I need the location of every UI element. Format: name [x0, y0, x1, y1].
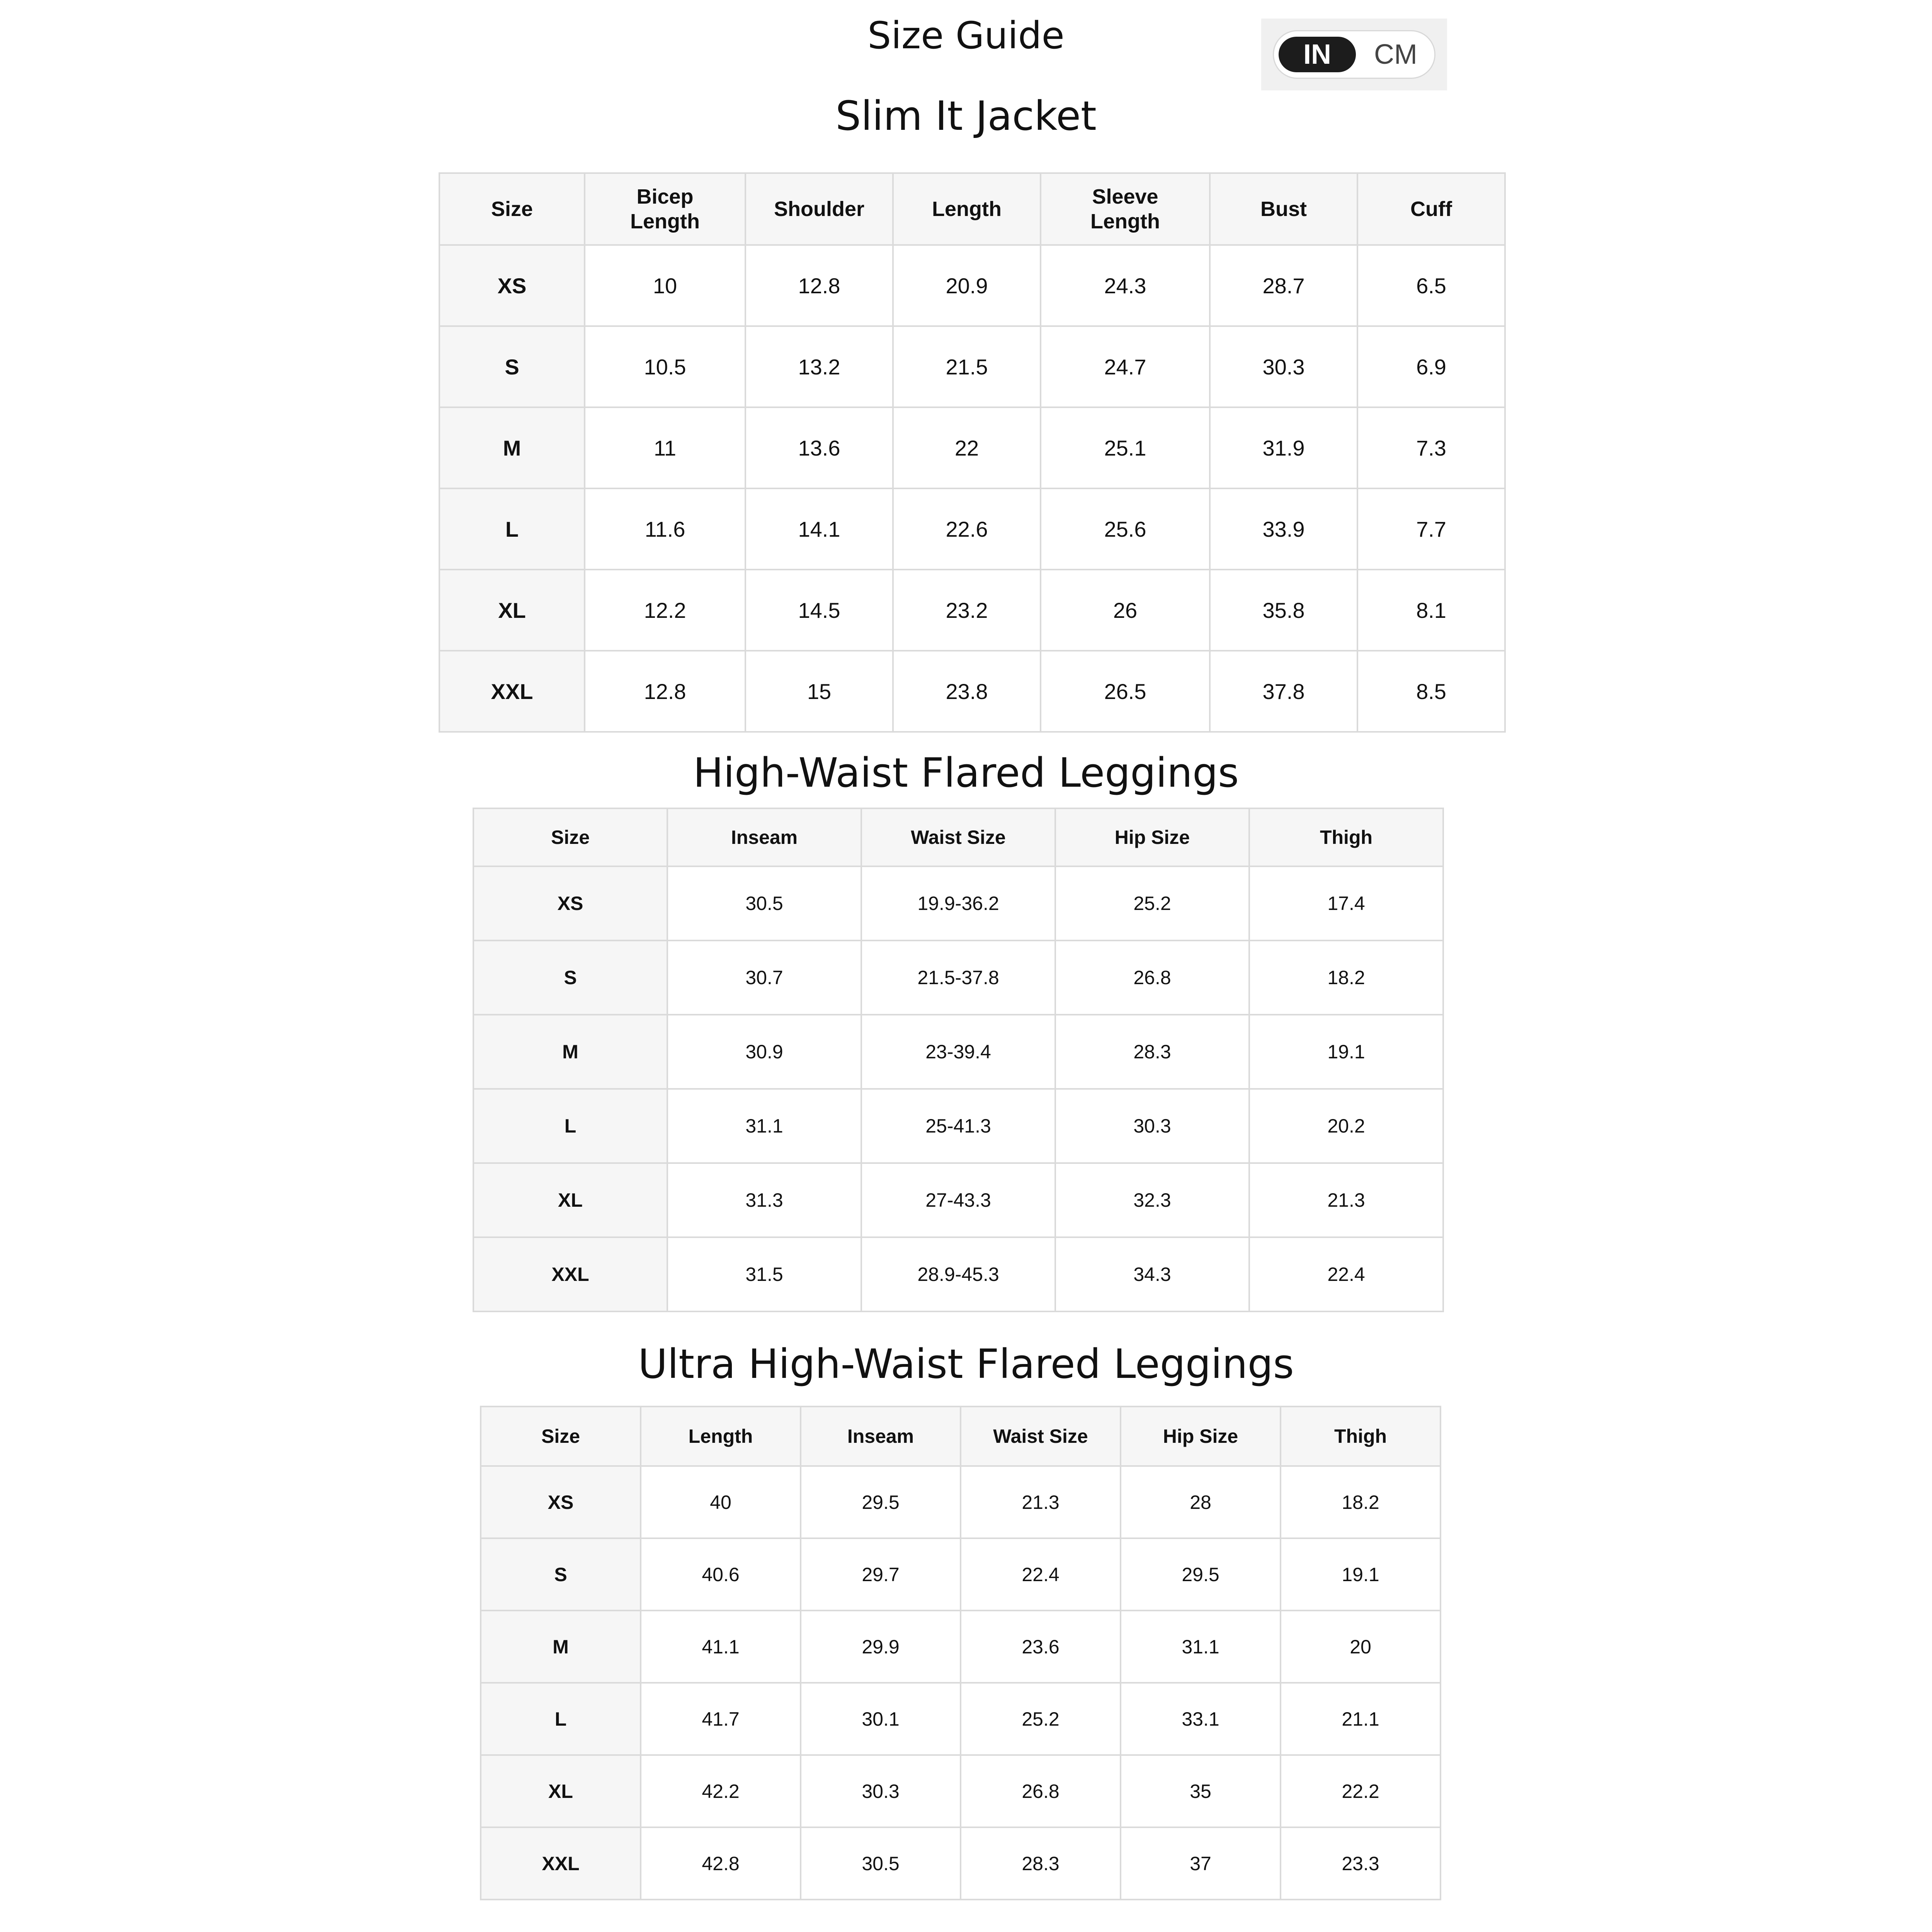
measurement-cell: 21.3	[1249, 1163, 1443, 1237]
measurement-cell: 20.2	[1249, 1089, 1443, 1163]
column-header: Hip Size	[1121, 1406, 1281, 1466]
measurement-cell: 6.9	[1357, 326, 1505, 407]
table-row	[473, 866, 1443, 940]
table-row	[481, 1611, 1440, 1683]
table-row	[473, 940, 1443, 1015]
column-header: Size	[481, 1406, 641, 1466]
measurement-cell: 23.3	[1281, 1827, 1440, 1900]
size-label-cell: XS	[473, 866, 667, 940]
size-label-cell: XL	[481, 1755, 641, 1827]
table-row	[481, 1538, 1440, 1611]
column-header: Hip Size	[1055, 808, 1249, 866]
column-header: Inseam	[801, 1406, 961, 1466]
measurement-cell: 22	[893, 407, 1041, 488]
size-label-cell: L	[481, 1683, 641, 1755]
unit-toggle	[1273, 30, 1435, 79]
measurement-cell: 23-39.4	[861, 1015, 1055, 1089]
measurement-cell: 13.2	[745, 326, 893, 407]
size-label-cell: XXL	[481, 1827, 641, 1900]
measurement-cell: 35	[1121, 1755, 1281, 1827]
column-header: Thigh	[1249, 808, 1443, 866]
column-header: Cuff	[1357, 173, 1505, 245]
measurement-cell: 30.7	[667, 940, 861, 1015]
measurement-cell: 12.8	[585, 651, 745, 732]
measurement-cell: 26.8	[1055, 940, 1249, 1015]
size-label-cell: XS	[481, 1466, 641, 1538]
measurement-cell: 28.3	[1055, 1015, 1249, 1089]
measurement-cell: 40.6	[641, 1538, 801, 1611]
measurement-cell: 12.8	[745, 245, 893, 326]
table-row	[481, 1683, 1440, 1755]
measurement-cell: 18.2	[1249, 940, 1443, 1015]
measurement-cell: 33.9	[1210, 488, 1357, 570]
measurement-cell: 40	[641, 1466, 801, 1538]
column-header: Length	[641, 1406, 801, 1466]
measurement-cell: 6.5	[1357, 245, 1505, 326]
column-header: Inseam	[667, 808, 861, 866]
measurement-cell: 26.5	[1041, 651, 1210, 732]
table-row	[473, 1015, 1443, 1089]
measurement-cell: 26.8	[961, 1755, 1121, 1827]
measurement-cell: 23.6	[961, 1611, 1121, 1683]
table-row	[439, 488, 1505, 570]
measurement-cell: 20	[1281, 1611, 1440, 1683]
measurement-cell: 25-41.3	[861, 1089, 1055, 1163]
measurement-cell: 34.3	[1055, 1237, 1249, 1311]
measurement-cell: 31.1	[1121, 1611, 1281, 1683]
column-header: Waist Size	[961, 1406, 1121, 1466]
column-header: Length	[893, 173, 1041, 245]
size-label-cell: XXL	[439, 651, 585, 732]
table-row	[473, 1163, 1443, 1237]
measurement-cell: 42.8	[641, 1827, 801, 1900]
table-row	[481, 1827, 1440, 1900]
table-header-row	[473, 808, 1443, 866]
measurement-cell: 21.5	[893, 326, 1041, 407]
measurement-cell: 26	[1041, 570, 1210, 651]
measurement-cell: 30.3	[1055, 1089, 1249, 1163]
measurement-cell: 42.2	[641, 1755, 801, 1827]
measurement-cell: 27-43.3	[861, 1163, 1055, 1237]
measurement-cell: 29.9	[801, 1611, 961, 1683]
measurement-cell: 30.1	[801, 1683, 961, 1755]
measurement-cell: 10.5	[585, 326, 745, 407]
measurement-cell: 30.9	[667, 1015, 861, 1089]
measurement-cell: 31.5	[667, 1237, 861, 1311]
size-label-cell: M	[439, 407, 585, 488]
measurement-cell: 22.6	[893, 488, 1041, 570]
measurement-cell: 33.1	[1121, 1683, 1281, 1755]
measurement-cell: 25.1	[1041, 407, 1210, 488]
measurement-cell: 31.1	[667, 1089, 861, 1163]
measurement-cell: 25.2	[961, 1683, 1121, 1755]
measurement-cell: 15	[745, 651, 893, 732]
measurement-cell: 29.5	[801, 1466, 961, 1538]
measurement-cell: 30.3	[1210, 326, 1357, 407]
table-row	[439, 326, 1505, 407]
unit-in-button[interactable]: IN	[1279, 37, 1356, 72]
measurement-cell: 24.3	[1041, 245, 1210, 326]
page-title: Size Guide	[867, 14, 1065, 57]
measurement-cell: 25.2	[1055, 866, 1249, 940]
measurement-cell: 21.1	[1281, 1683, 1440, 1755]
size-table-high-waist-flared-leggings	[473, 808, 1444, 1312]
size-label-cell: S	[473, 940, 667, 1015]
measurement-cell: 22.2	[1281, 1755, 1440, 1827]
measurement-cell: 29.5	[1121, 1538, 1281, 1611]
table-row	[481, 1755, 1440, 1827]
size-label-cell: L	[439, 488, 585, 570]
measurement-cell: 8.1	[1357, 570, 1505, 651]
measurement-cell: 12.2	[585, 570, 745, 651]
table-row	[439, 245, 1505, 326]
measurement-cell: 18.2	[1281, 1466, 1440, 1538]
measurement-cell: 22.4	[1249, 1237, 1443, 1311]
column-header: Shoulder	[745, 173, 893, 245]
size-label-cell: S	[439, 326, 585, 407]
measurement-cell: 8.5	[1357, 651, 1505, 732]
section-title-high-waist-flared-leggings: High-Waist Flared Leggings	[693, 749, 1239, 796]
unit-cm-button[interactable]: CM	[1374, 39, 1417, 70]
size-table-ultra-high-waist-flared-leggings	[480, 1406, 1441, 1900]
measurement-cell: 41.1	[641, 1611, 801, 1683]
table-row	[439, 407, 1505, 488]
measurement-cell: 23.8	[893, 651, 1041, 732]
size-label-cell: XL	[473, 1163, 667, 1237]
measurement-cell: 19.1	[1281, 1538, 1440, 1611]
measurement-cell: 28.9-45.3	[861, 1237, 1055, 1311]
measurement-cell: 35.8	[1210, 570, 1357, 651]
measurement-cell: 23.2	[893, 570, 1041, 651]
size-label-cell: M	[481, 1611, 641, 1683]
measurement-cell: 28.7	[1210, 245, 1357, 326]
table-header-row	[439, 173, 1505, 245]
measurement-cell: 31.3	[667, 1163, 861, 1237]
measurement-cell: 11	[585, 407, 745, 488]
measurement-cell: 14.1	[745, 488, 893, 570]
table-row	[481, 1466, 1440, 1538]
column-header: Size	[439, 173, 585, 245]
measurement-cell: 37	[1121, 1827, 1281, 1900]
measurement-cell: 10	[585, 245, 745, 326]
measurement-cell: 19.1	[1249, 1015, 1443, 1089]
column-header: Size	[473, 808, 667, 866]
measurement-cell: 21.5-37.8	[861, 940, 1055, 1015]
measurement-cell: 17.4	[1249, 866, 1443, 940]
measurement-cell: 28.3	[961, 1827, 1121, 1900]
measurement-cell: 29.7	[801, 1538, 961, 1611]
size-label-cell: XS	[439, 245, 585, 326]
measurement-cell: 30.3	[801, 1755, 961, 1827]
size-label-cell: S	[481, 1538, 641, 1611]
unit-toggle-panel	[1261, 19, 1447, 90]
measurement-cell: 41.7	[641, 1683, 801, 1755]
measurement-cell: 19.9-36.2	[861, 866, 1055, 940]
measurement-cell: 32.3	[1055, 1163, 1249, 1237]
measurement-cell: 11.6	[585, 488, 745, 570]
section-title-slim-it-jacket: Slim It Jacket	[835, 92, 1097, 139]
measurement-cell: 30.5	[801, 1827, 961, 1900]
size-label-cell: M	[473, 1015, 667, 1089]
measurement-cell: 7.7	[1357, 488, 1505, 570]
measurement-cell: 30.5	[667, 866, 861, 940]
column-header: Bicep Length	[585, 173, 745, 245]
section-title-ultra-high-waist-flared-leggings: Ultra High-Waist Flared Leggings	[638, 1340, 1294, 1388]
table-row	[473, 1089, 1443, 1163]
measurement-cell: 37.8	[1210, 651, 1357, 732]
table-row	[473, 1237, 1443, 1311]
table-header-row	[481, 1406, 1440, 1466]
column-header: Thigh	[1281, 1406, 1440, 1466]
size-label-cell: XL	[439, 570, 585, 651]
measurement-cell: 31.9	[1210, 407, 1357, 488]
measurement-cell: 20.9	[893, 245, 1041, 326]
table-row	[439, 570, 1505, 651]
measurement-cell: 13.6	[745, 407, 893, 488]
measurement-cell: 25.6	[1041, 488, 1210, 570]
measurement-cell: 7.3	[1357, 407, 1505, 488]
column-header: Sleeve Length	[1041, 173, 1210, 245]
size-table-slim-it-jacket	[439, 172, 1506, 733]
column-header: Bust	[1210, 173, 1357, 245]
column-header: Waist Size	[861, 808, 1055, 866]
size-label-cell: L	[473, 1089, 667, 1163]
measurement-cell: 24.7	[1041, 326, 1210, 407]
measurement-cell: 21.3	[961, 1466, 1121, 1538]
size-label-cell: XXL	[473, 1237, 667, 1311]
measurement-cell: 14.5	[745, 570, 893, 651]
table-row	[439, 651, 1505, 732]
measurement-cell: 22.4	[961, 1538, 1121, 1611]
measurement-cell: 28	[1121, 1466, 1281, 1538]
